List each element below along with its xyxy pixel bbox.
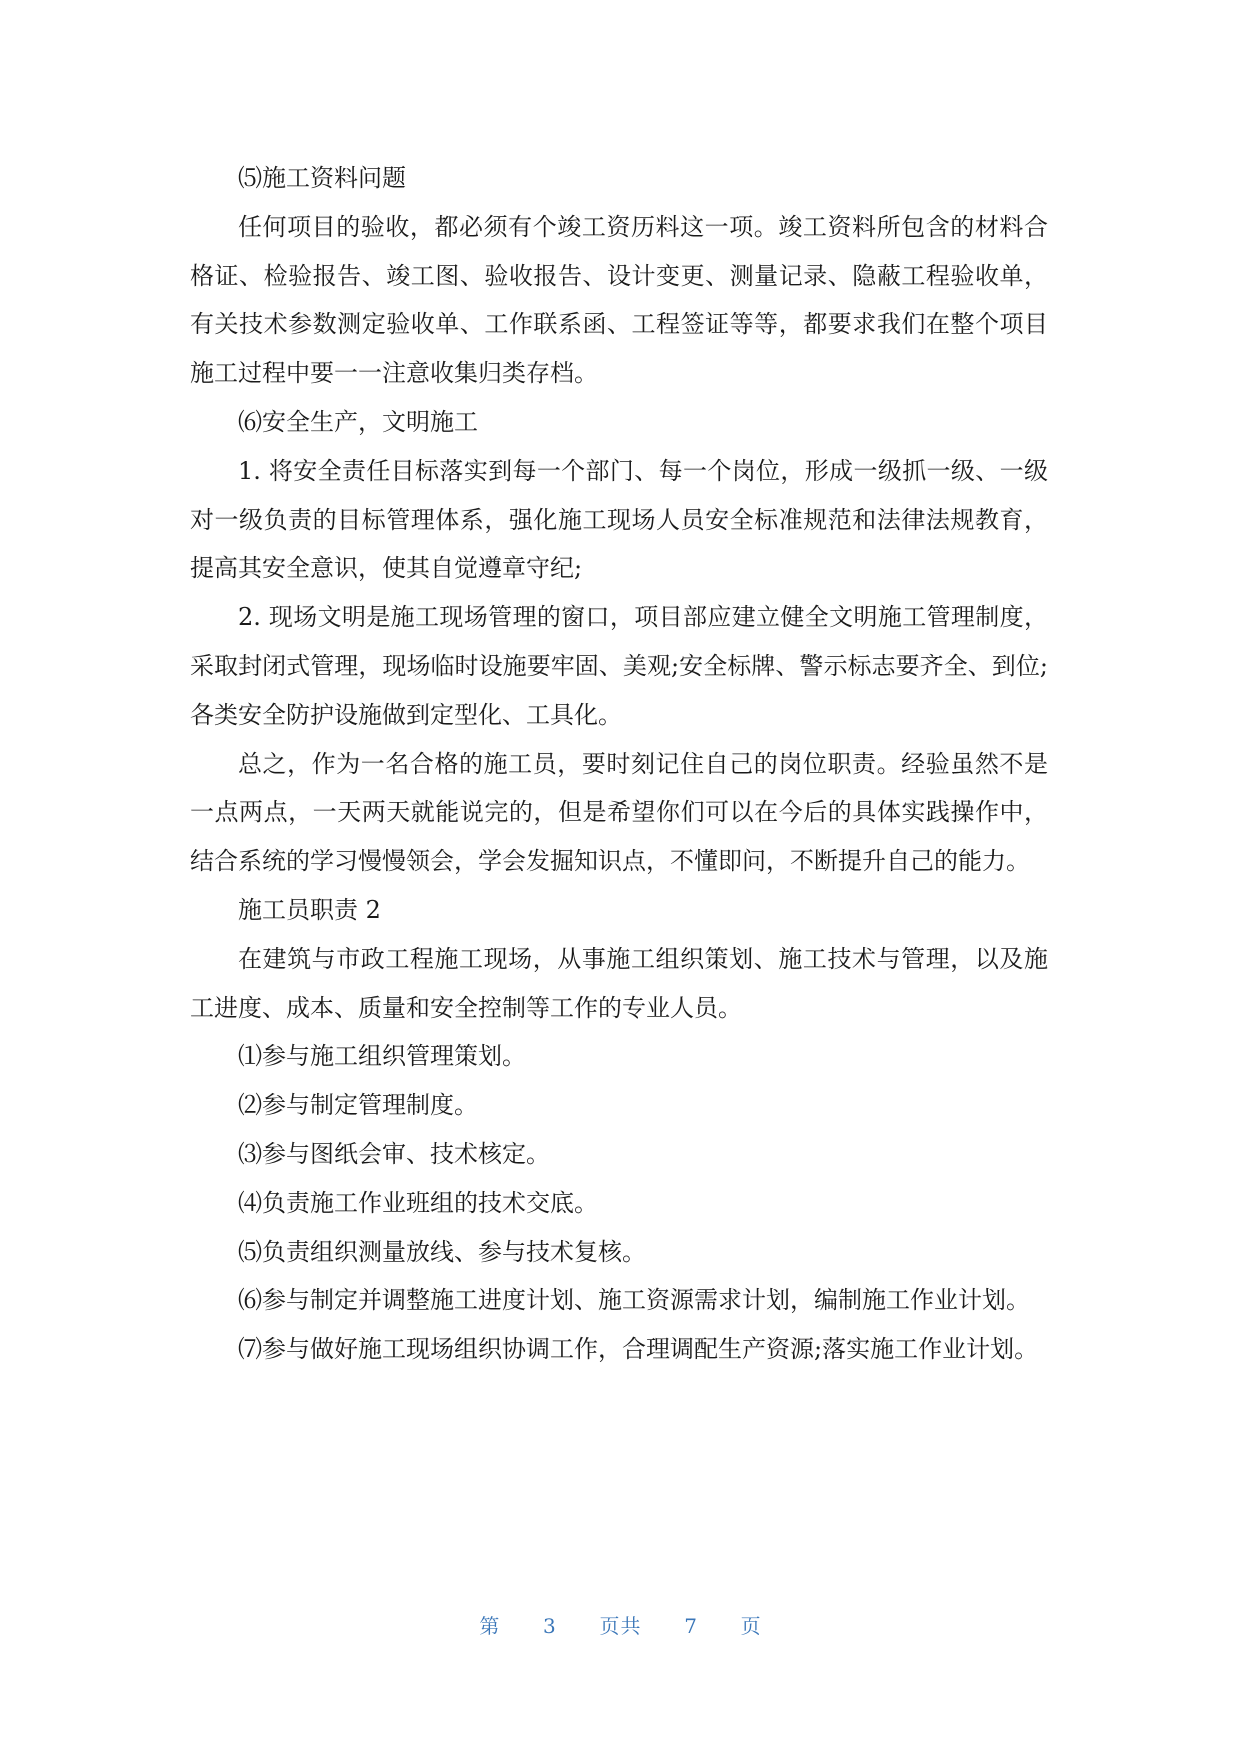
section-heading-safety: ⑹安全生产，文明施工 [238,407,478,436]
paragraph-safety-item-2: 2. 现场文明是施工现场管理的窗口，项目部应建立健全文明施工管理制度，采取封闭式管理，现场临时设施要牢固、美观;安全标牌、警示标志要齐全、到位;各类安全防护设施做到定型化、工具化。 [190,603,1048,729]
section-heading-documents: ⑸施工资料问题 [238,164,406,192]
duty-item-1: ⑴参与施工组织管理策划。 [238,1042,526,1071]
duty-item-6: ⑹参与制定并调整施工进度计划、施工资源需求计划，编制施工作业计划。 [238,1286,1030,1315]
footer-prefix: 第 [479,1614,501,1638]
duty-item-7: ⑺参与做好施工现场组织协调工作，合理调配生产资源;落实施工作业计划。 [238,1335,1039,1364]
paragraph-summary: 总之，作为一名合格的施工员，要时刻记住自己的岗位职责。经验虽然不是一点两点，一天两天就能说完的，但是希望你们可以在今后的具体实践操作中，结合系统的学习慢慢领会，学会发掘知识点，不懂即问，不断提升自己的能力。 [190,749,1048,876]
total-page-count: 7 [684,1614,698,1638]
duty-item-5: ⑸负责组织测量放线、参与技术复核。 [238,1237,646,1266]
footer-middle: 页共 [599,1614,642,1638]
document-body [190,154,1048,1374]
paragraph-completion-documents: 任何项目的验收，都必须有个竣工资历料这一项。竣工资料所包含的材料合格证、检验报告、竣工图、验收报告、设计变更、测量记录、隐蔽工程验收单，有关技术参数测定验收单、工作联系函、工程签证等等，都要求我们在整个项目施工过程中要一一注意收集归类存档。 [190,212,1048,388]
duty-item-4: ⑷负责施工作业班组的技术交底。 [238,1188,598,1217]
duty-item-2: ⑵参与制定管理制度。 [238,1091,478,1120]
paragraph-safety-item-1: 1. 将安全责任目标落实到每一个部门、每一个岗位，形成一级抓一级、一级对一级负责的目标管理体系，强化施工现场人员安全标准规范和法律法规教育，提高其安全意识，使其自觉遵章守纪; [190,456,1048,583]
footer-suffix: 页 [740,1614,762,1638]
current-page-number: 3 [543,1614,557,1638]
page-footer [0,1610,1241,1639]
paragraph-definition: 在建筑与市政工程施工现场，从事施工组织策划、施工技术与管理，以及施工进度、成本、质量和安全控制等工作的专业人员。 [190,944,1048,1022]
duty-item-3: ⑶参与图纸会审、技术核定。 [238,1139,550,1168]
section-heading-duties-2: 施工员职责 2 [238,895,381,924]
